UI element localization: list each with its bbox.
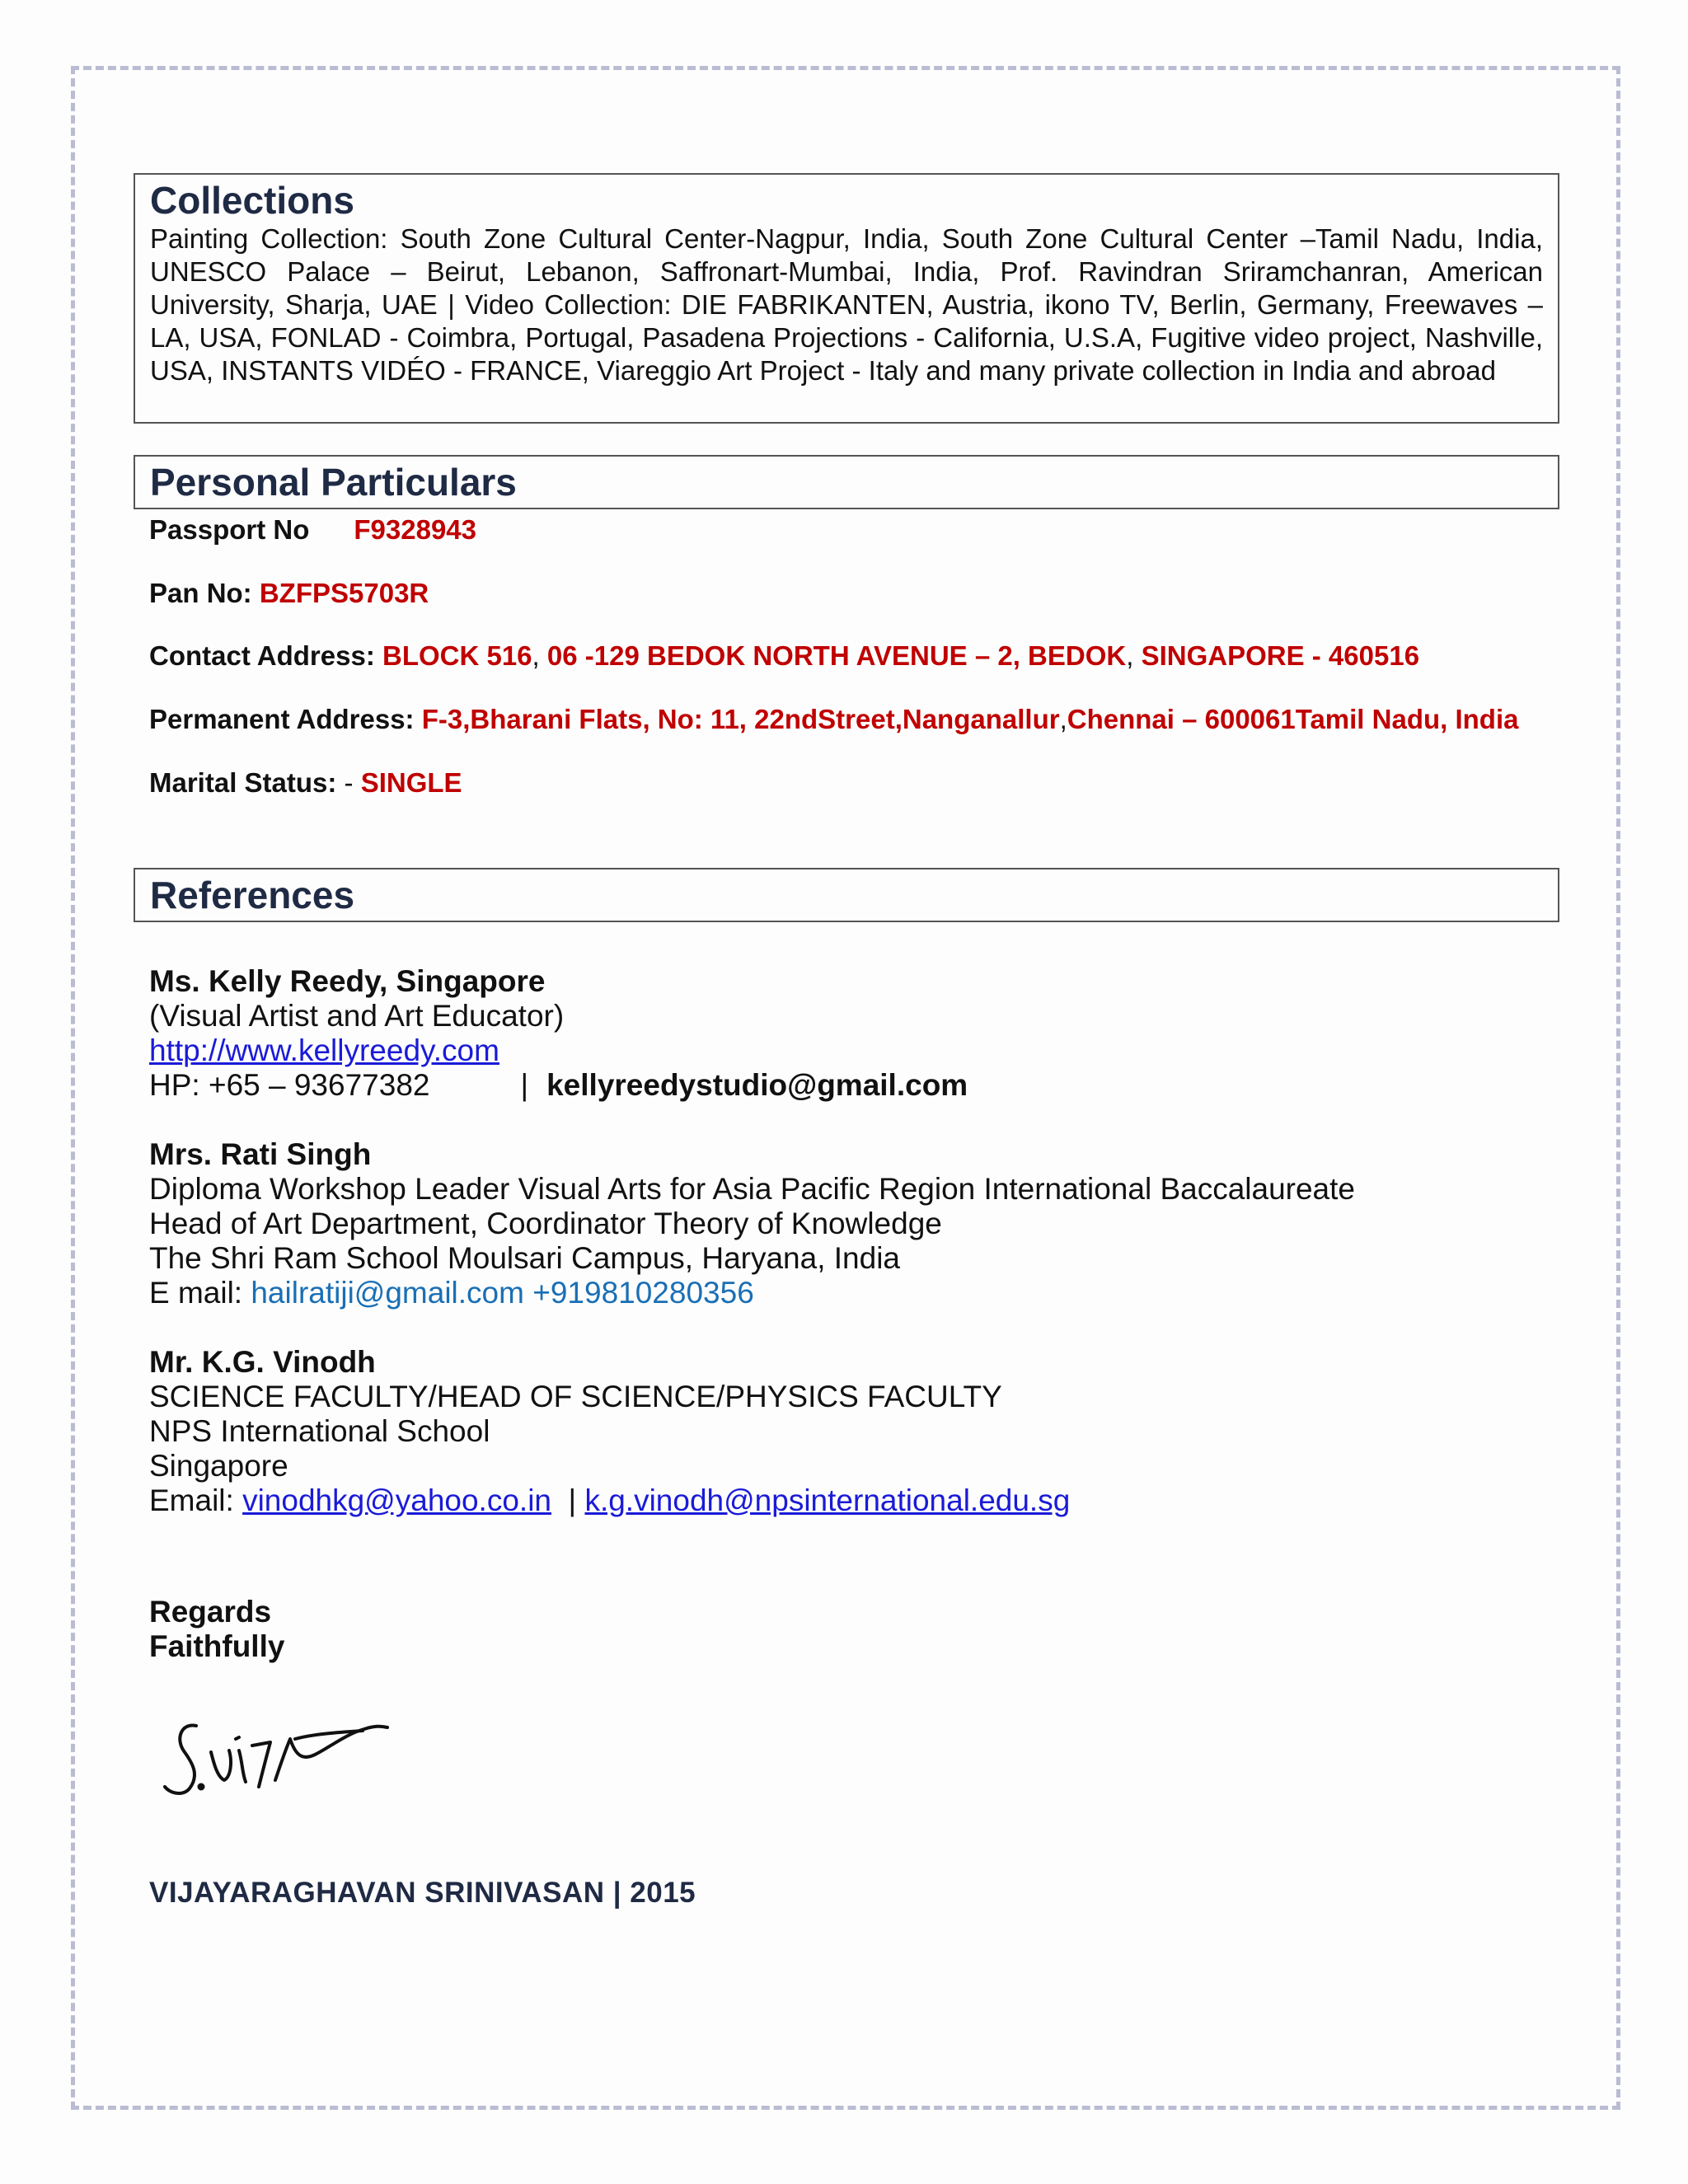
- reference-name: Ms. Kelly Reedy, Singapore: [149, 964, 546, 998]
- pan-label: Pan No:: [149, 578, 260, 608]
- footer-name-year: VIJAYARAGHAVAN SRINIVASAN | 2015: [149, 1877, 696, 1909]
- permanent-separator: ,: [1059, 704, 1067, 734]
- marital-value: SINGLE: [360, 767, 462, 798]
- reference-line: NPS International School: [149, 1414, 490, 1448]
- closing-block: [149, 1595, 284, 1664]
- reference-email-link-2[interactable]: k.g.vinodh@npsinternational.edu.sg: [584, 1483, 1071, 1517]
- permanent-label: Permanent Address:: [149, 704, 422, 734]
- reference-phone: +919810280356: [523, 1276, 754, 1310]
- reference-line: Diploma Workshop Leader Visual Arts for Asia Pacific Region International Baccalaureate: [149, 1172, 1355, 1206]
- reference-website-link[interactable]: http://www.kellyreedy.com: [149, 1033, 499, 1067]
- contact-comma: ,: [1126, 640, 1134, 671]
- pan-field: [149, 577, 429, 610]
- contact-separator: ,: [532, 640, 547, 671]
- marital-status-field: [149, 766, 462, 799]
- permanent-value-2: Chennai – 600061Tamil Nadu, India: [1067, 704, 1519, 734]
- collections-section: [134, 173, 1559, 424]
- reference-name: Mr. K.G. Vinodh: [149, 1345, 376, 1379]
- passport-label: Passport No: [149, 514, 310, 545]
- collections-text: Painting Collection: South Zone Cultural Center-Nagpur, India, South Zone Cultural Center –Tamil Nadu, India, UNESCO Palace – Beirut, Lebanon, Saffronart-Mumbai, India, Prof. Ravindran Sriramchanran, American University, Sharja, UAE | Video Collection: DIE FABRIKANTEN, Austria, ikono TV, Berlin, Germany, Freewaves – LA, USA, FONLAD - Coimbra, Portugal, Pasadena Projections - California, U.S.A, Fugitive video project, Nashville, USA, INSTANTS VIDÉO - FRANCE, Viareggio Art Project - Italy and many private collection in India and abroad: [150, 223, 1543, 386]
- reference-line: Head of Art Department, Coordinator Theory of Knowledge: [149, 1207, 942, 1240]
- reference-divider: |: [520, 1068, 529, 1102]
- contact-label: Contact Address:: [149, 640, 382, 671]
- contact-value-2: 06 -129 BEDOK NORTH AVENUE – 2, BEDOK: [546, 640, 1127, 671]
- pan-value: BZFPS5703R: [259, 578, 429, 608]
- regards-text: Regards: [149, 1595, 272, 1629]
- reference-email-label: Email:: [149, 1483, 243, 1517]
- reference-email[interactable]: hailratiji@gmail.com: [251, 1276, 524, 1310]
- references-section: [134, 868, 1559, 922]
- reference-rati-singh: [149, 1137, 1355, 1310]
- marital-separator: -: [344, 767, 361, 798]
- reference-phone: HP: +65 – 93677382: [149, 1068, 430, 1102]
- reference-line: SCIENCE FACULTY/HEAD OF SCIENCE/PHYSICS FACULTY: [149, 1380, 1002, 1413]
- reference-kg-vinodh: [149, 1345, 1070, 1518]
- passport-value: F9328943: [354, 514, 477, 545]
- faithfully-text: Faithfully: [149, 1629, 285, 1663]
- reference-name: Mrs. Rati Singh: [149, 1137, 372, 1171]
- contact-value-1: BLOCK 516: [382, 640, 532, 671]
- reference-email-link-1[interactable]: vinodhkg@yahoo.co.in: [242, 1483, 551, 1517]
- contact-address-field: [149, 640, 1419, 673]
- reference-line: Singapore: [149, 1449, 288, 1483]
- personal-heading: Personal Particulars: [150, 461, 517, 504]
- references-heading: References: [150, 874, 355, 916]
- reference-kelly-reedy: [149, 964, 968, 1103]
- reference-divider: |: [551, 1483, 585, 1517]
- permanent-value-1: F-3,Bharani Flats, No: 11, 22ndStreet,Nanganallur: [421, 704, 1060, 734]
- reference-email: kellyreedystudio@gmail.com: [546, 1068, 968, 1102]
- permanent-address-field: [149, 703, 1519, 736]
- reference-role: (Visual Artist and Art Educator): [149, 999, 565, 1033]
- passport-field: [149, 513, 476, 546]
- contact-value-3: SINGAPORE - 460516: [1133, 640, 1420, 671]
- collections-heading: Collections: [150, 179, 354, 222]
- signature-image: [157, 1714, 404, 1813]
- marital-label: Marital Status:: [149, 767, 345, 798]
- reference-email-label: E mail:: [149, 1276, 251, 1310]
- reference-line: The Shri Ram School Moulsari Campus, Haryana, India: [149, 1241, 900, 1275]
- personal-section: [134, 455, 1559, 509]
